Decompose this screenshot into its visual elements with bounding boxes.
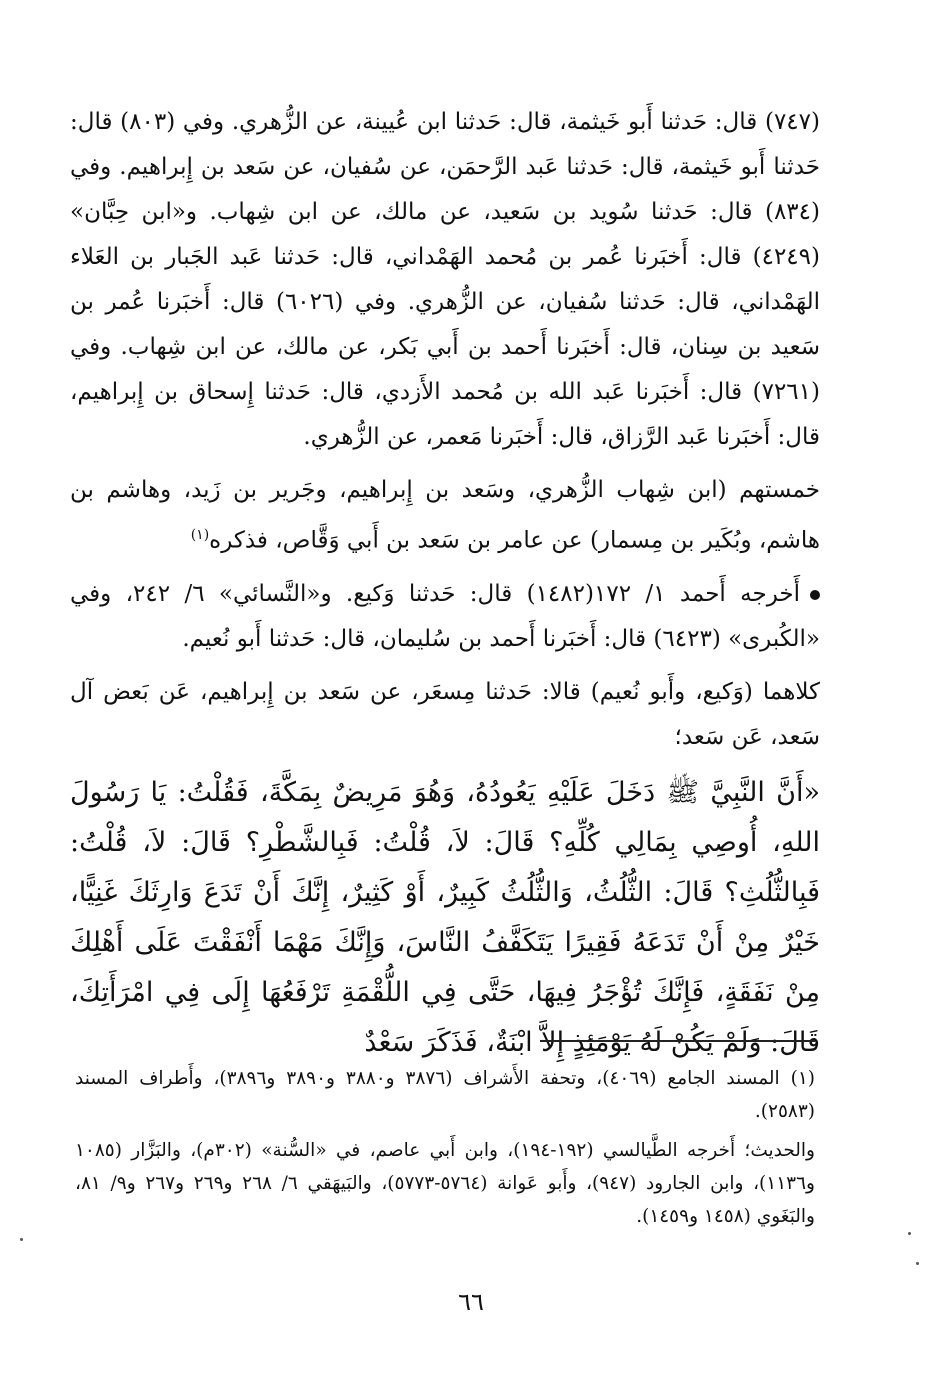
hadith-text: «أَنَّ النَّبِيَّ ﷺ دَخَلَ عَلَيْهِ يَعُودُهُ، وَهُوَ مَرِيضٌ بِمَكَّةَ، فَقُلْتُ: يَا رَسُولَ اللهِ، أُوصِي بِمَالِي كُلِّهِ؟ قَالَ: لاَ، قُلْتُ: فَبِالشَّطْرِ؟ قَالَ: لاَ، قُلْتُ: فَبِالثُّلُثِ؟ قَالَ: الثُّلُثُ، وَالثُّلُثُ كَبِيرٌ، أَوْ كَثِيرٌ، إِنَّكَ أَنْ تَدَعَ وَارِثَكَ غَنِيًّا، خَيْرٌ مِنْ أَنْ تَدَعَهُ فَقِيرًا يَتَكَفَّفُ النَّاسَ، وَإِنَّكَ مَهْمَا أَنْفَقْتَ عَلَى أَهْلِكَ مِنْ نَفَقَةٍ، فَإِنَّكَ تُؤْجَرُ فِيهَا، حَتَّى فِي اللُّقْمَةِ تَرْفَعُهَا إِلَى فِي امْرَأَتِكَ، قَالَ: وَلَمْ يَكُنْ لَهُ يَوْمَئِذٍ إِلاَّ ابْنَةٌ، فَذَكَرَ سَعْدٌ (70, 776, 820, 1058)
takhrij-paragraph (70, 572, 820, 662)
scan-speck (916, 1262, 919, 1265)
narrators-text: خمستهم (ابن شِهاب الزُّهري، وسَعد بن إِبراهيم، وجَرير بن زَيد، وهاشم بن هاشم، وبُكَير بن مِسمار) عن عامر بن سَعد بن أَبي وَقَّاص، فذكره (70, 477, 820, 554)
scan-speck (20, 1238, 23, 1241)
narrators-paragraph (70, 468, 820, 564)
footnotes (75, 1062, 815, 1239)
footnote-ref[interactable]: (١) (190, 527, 210, 543)
footnote-2: والحديث؛ أَخرجه الطَّيالسي (١٩٢-١٩٤)، وابن أَبي عاصم، في «السُّنة» (٣٠٢م)، والبَزَّار (١٠٨٥ و١١٣٦)، وابن الجارود (٩٤٧)، وأَبو عَوانة (٥٧٦٤-٥٧٧٣)، والبَيهَقي ٦/ ٢٦٨ و٢٦٩ و٢٦٧ و٩/ ٨١، والبَغَوي (١٤٥٨ و١٤٥٩). (75, 1140, 815, 1227)
main-text (70, 100, 820, 1068)
scan-speck (908, 1232, 911, 1235)
isnad-paragraph: (٧٤٧) قال: حَدثنا أَبو خَيثمة، قال: حَدثنا ابن عُيينة، عن الزُّهري. وفي (٨٠٣) قال: حَدثنا أَبو خَيثمة، قال: حَدثنا عَبد الرَّحمَن، عن سُفيان، عن سَعد بن إِبراهيم. وفي (٨٣٤) قال: حَدثنا سُويد بن سَعيد، عن مالك، عن ابن شِهاب. و«ابن حِبَّان» (٤٢٤٩) قال: أَخبَرنا عُمر بن مُحمد الهَمْداني، قال: حَدثنا عَبد الجَبار بن العَلاء الهَمْداني، قال: حَدثنا سُفيان، عن الزُّهري. وفي (٦٠٢٦) قال: أَخبَرنا عُمر بن سَعيد بن سِنان، قال: أَخبَرنا أَحمد بن أَبي بَكر، عن مالك، عن ابن شِهاب. وفي (٧٢٦١) قال: أَخبَرنا عَبد الله بن مُحمد الأَزدي، قال: حَدثنا إِسحاق بن إِبراهيم، قال: أَخبَرنا عَبد الرَّزاق، قال: أَخبَرنا مَعمر، عن الزُّهري. (70, 109, 820, 450)
chain-paragraph: كلاهما (وَكيع، وأَبو نُعيم) قالا: حَدثنا مِسعَر، عن سَعد بن إِبراهيم، عَن بَعض آل سَعد، عَن سَعد؛ (70, 678, 820, 750)
footnote-1: (١) المسند الجامع (٤٠٦٩)، وتحفة الأَشراف (٣٨٧٦ و٣٨٨٠ و٣٨٩٠ و٣٨٩٦)، وأَطراف المسند (٢٥٨٣). (75, 1068, 815, 1122)
footnote-divider (540, 1040, 815, 1042)
page-number: ٦٦ (458, 1288, 484, 1316)
takhrij-text: أَخرجه أَحمد ١/ ١٧٢(١٤٨٢) قال: حَدثنا وَكيع. و«النَّسائي» ٦/ ٢٤٢، وفي «الكُبرى» (٦٤٢٣) قال: أَخبَرنا أَحمد بن سُليمان، قال: حَدثنا أَبو نُعيم. (70, 580, 820, 652)
bullet-icon (810, 590, 820, 600)
